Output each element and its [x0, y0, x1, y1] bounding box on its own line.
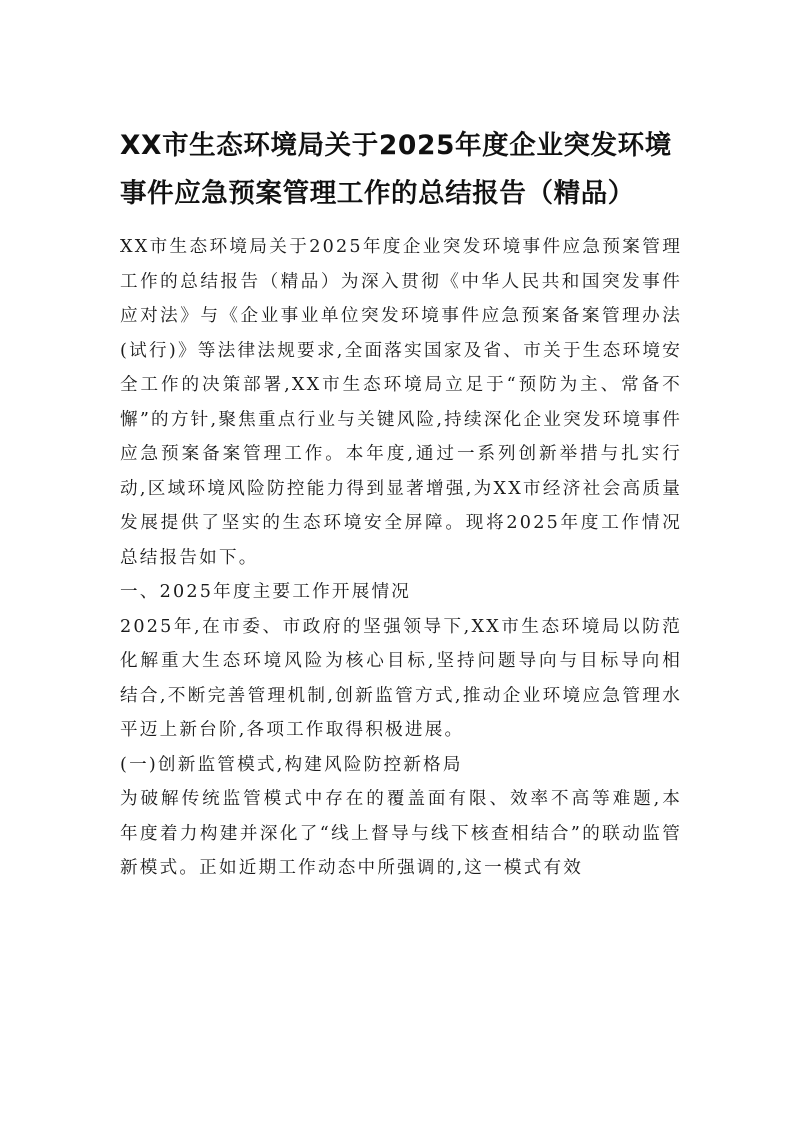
- section-heading-1: 一、2025年度主要工作开展情况: [120, 582, 412, 602]
- subsection-paragraph-1: 为破解传统监管模式中存在的覆盖面有限、效率不高等难题,本年度着力构建并深化了“线上督导与线下核查相结合”的联动监管新模式。正如近期工作动态中所强调的,这一模式有效: [120, 789, 682, 878]
- section-paragraph-1: 2025年,在市委、市政府的坚强领导下,XX市生态环境局以防范化解重大生态环境风险为核心目标,坚持问题导向与目标导向相结合,不断完善管理机制,创新监管方式,推动企业环境应急管理水平迈上新台阶,各项工作取得积极进展。: [120, 616, 682, 740]
- document-title: XX市生态环境局关于2025年度企业突发环境事件应急预案管理工作的总结报告（精品）: [120, 130, 672, 209]
- intro-paragraph: XX市生态环境局关于2025年度企业突发环境事件应急预案管理工作的总结报告（精品）为深入贯彻《中华人民共和国突发事件应对法》与《企业事业单位突发环境事件应急预案备案管理办法(试行)》等法律法规要求,全面落实国家及省、市关于生态环境安全工作的决策部署,XX市生态环境局立足于“预防为主、常备不懈”的方针,聚焦重点行业与关键风险,持续深化企业突发环境事件应急预案备案管理工作。本年度,通过一系列创新举措与扎实行动,区域环境风险防控能力得到显著增强,为XX市经济社会高质量发展提供了坚实的生态环境安全屏障。现将2025年度工作情况总结报告如下。: [120, 237, 682, 568]
- document-body: [120, 230, 682, 886]
- subsection-heading-1: (一)创新监管模式,构建风险防控新格局: [120, 754, 463, 775]
